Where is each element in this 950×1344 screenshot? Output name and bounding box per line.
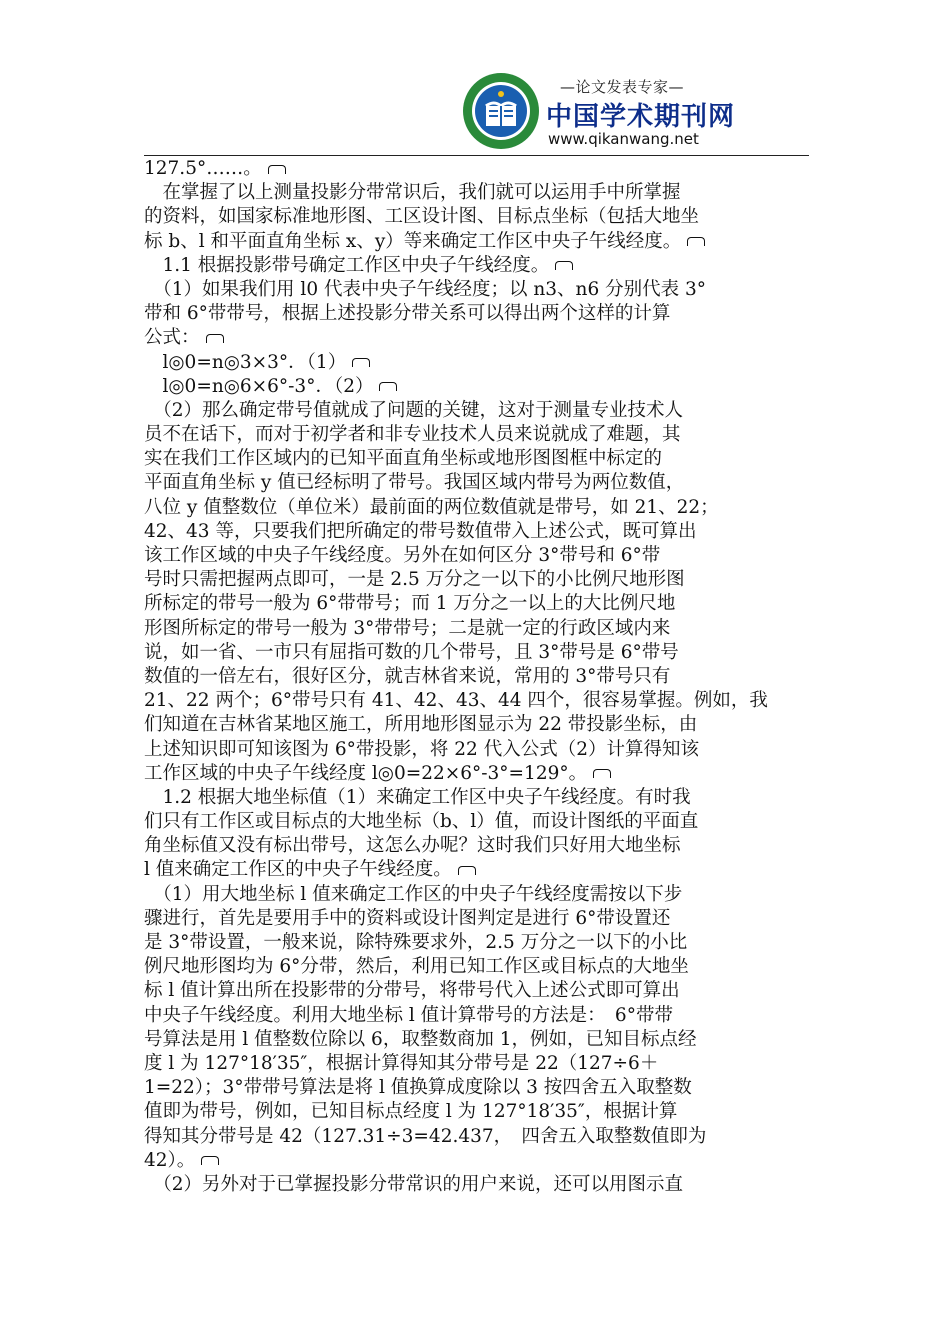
- text-line: [144, 278, 794, 302]
- text-line-content: 中央子午线经度。利用大地坐标 l 值计算带号的方法是： 6°带带: [144, 1004, 673, 1026]
- text-line: [144, 907, 794, 931]
- text-line: [144, 1149, 794, 1173]
- text-line: [144, 810, 794, 834]
- text-line-content: 所标定的带号一般为 6°带带号；而 1 万分之一以上的大比例尺地: [144, 593, 676, 615]
- text-line: [144, 375, 794, 399]
- text-line: [144, 230, 794, 254]
- text-line: [144, 157, 794, 181]
- text-line-content: l◎0=n◎6×6°-3°．（2）: [144, 375, 374, 397]
- text-line-content: （1）用大地坐标 l 值来确定工作区的中央子午线经度需按以下步: [144, 883, 683, 905]
- text-line-content: 实在我们工作区域内的已知平面直角坐标或地形图图框中标定的: [144, 448, 663, 470]
- text-line: [144, 205, 794, 229]
- text-line: [144, 351, 794, 375]
- text-line-content: 员不在话下，而对于初学者和非专业技术人员来说就成了难题，其: [144, 424, 681, 446]
- text-line: [144, 568, 794, 592]
- text-line-content: 标 l 值计算出所在投影带的分带号，将带号代入上述公式即可算出: [144, 980, 680, 1002]
- article-body: [144, 157, 794, 1197]
- text-line: [144, 181, 794, 205]
- text-line: [144, 471, 794, 495]
- text-line-content: 们只有工作区或目标点的大地坐标（b、l）值，而设计图纸的平面直: [144, 811, 699, 833]
- text-line: [144, 617, 794, 641]
- text-line-content: 在掌握了以上测量投影分带常识后，我们就可以运用手中所掌握: [144, 182, 681, 204]
- paragraph-mark-icon: [555, 261, 573, 270]
- paragraph-mark-icon: [687, 237, 705, 246]
- text-line-content: 的资料，如国家标准地形图、工区设计图、目标点坐标（包括大地坐: [144, 206, 700, 228]
- text-line: [144, 544, 794, 568]
- text-line-content: 骤进行，首先是要用手中的资料或设计图判定是进行 6°带设置还: [144, 907, 671, 929]
- paragraph-mark-icon: [379, 382, 397, 391]
- text-line: [144, 834, 794, 858]
- text-line-content: 值即为带号，例如，已知目标点经度 l 为 127°18′35″，根据计算: [144, 1101, 678, 1123]
- text-line: [144, 858, 794, 882]
- text-line-content: 1=22）；3°带带号算法是将 l 值换算成度除以 3 按四舍五入取整数: [144, 1077, 692, 1099]
- text-line-content: （2）那么确定带号值就成了问题的关键，这对于测量专业技术人: [144, 399, 684, 421]
- text-line: [144, 1076, 794, 1100]
- header-divider: [144, 155, 809, 156]
- text-line: [144, 883, 794, 907]
- text-line: [144, 399, 794, 423]
- text-line-content: 形图所标定的带号一般为 3°带带号；二是就一定的行政区域内来: [144, 617, 671, 639]
- text-line: [144, 665, 794, 689]
- text-line: [144, 302, 794, 326]
- logo-tagline: —论文发表专家—: [560, 78, 685, 96]
- text-line: [144, 520, 794, 544]
- text-line-content: 八位 y 值整数位（单位米）最前面的两位数值就是带号，如 21、22；: [144, 496, 719, 518]
- text-line: [144, 254, 794, 278]
- text-line-content: 平面直角坐标 y 值已经标明了带号。我国区域内带号为两位数值，: [144, 472, 685, 494]
- text-line: [144, 326, 794, 350]
- text-line-content: 1.2 根据大地坐标值（1）来确定工作区中央子午线经度。有时我: [144, 786, 691, 808]
- text-line-content: 21、22 两个；6°带号只有 41、42、43、44 四个，很容易掌握。例如，我: [144, 690, 768, 712]
- text-line-content: l◎0=n◎3×3°．（1）: [144, 351, 347, 373]
- text-line: [144, 689, 794, 713]
- text-line: [144, 1028, 794, 1052]
- text-line: [144, 713, 794, 737]
- text-line-content: 127.5°……。: [144, 158, 262, 179]
- paragraph-mark-icon: [268, 165, 286, 174]
- text-line-content: 42、43 等，只要我们把所确定的带号数值带入上述公式，既可算出: [144, 520, 697, 542]
- text-line-content: 号时只需把握两点即可，一是 2.5 万分之一以下的小比例尺地形图: [144, 569, 685, 591]
- text-line-content: 标 b、l 和平面直角坐标 x、y）等来确定工作区中央子午线经度。: [144, 230, 682, 252]
- paragraph-mark-icon: [458, 866, 476, 875]
- paragraph-mark-icon: [352, 358, 370, 367]
- text-line: [144, 931, 794, 955]
- text-line-content: 们知道在吉林省某地区施工，所用地形图显示为 22 带投影坐标，由: [144, 714, 698, 736]
- text-line-content: 度 l 为 127°18′35″，根据计算得知其分带号是 22（127÷6＋: [144, 1052, 659, 1074]
- text-line-content: 例尺地形图均为 6°分带，然后，利用已知工作区或目标点的大地坐: [144, 956, 689, 978]
- text-line: [144, 641, 794, 665]
- text-line: [144, 1100, 794, 1124]
- logo-site-name: 中国学术期刊网: [546, 102, 736, 132]
- text-line-content: 是 3°带设置，一般来说，除特殊要求外，2.5 万分之一以下的小比: [144, 932, 688, 953]
- logo-emblem-icon: [462, 72, 540, 150]
- text-line-content: 公式：: [144, 327, 200, 349]
- text-line: [144, 592, 794, 616]
- text-line: [144, 738, 794, 762]
- paragraph-mark-icon: [593, 769, 611, 778]
- text-line-content: 号算法是用 l 值整数位除以 6，取整数商加 1，例如，已知目标点经: [144, 1028, 697, 1050]
- site-header-logo: [462, 68, 802, 158]
- text-line: [144, 979, 794, 1003]
- text-line: [144, 1173, 794, 1197]
- text-line-content: 角坐标值又没有标出带号，这怎么办呢？这时我们只好用大地坐标: [144, 835, 681, 857]
- paragraph-mark-icon: [206, 334, 224, 343]
- text-line: [144, 955, 794, 979]
- text-line-content: 42）。: [144, 1149, 196, 1171]
- text-line: [144, 496, 794, 520]
- text-line-content: l 值来确定工作区的中央子午线经度。: [144, 859, 452, 881]
- logo-url[interactable]: www.qikanwang.net: [548, 130, 699, 148]
- text-line: [144, 762, 794, 786]
- text-line-content: （1）如果我们用 l0 代表中央子午线经度；以 n3、n6 分别代表 3°: [144, 278, 707, 300]
- text-line-content: 带和 6°带带号，根据上述投影分带关系可以得出两个这样的计算: [144, 303, 671, 325]
- text-line-content: 该工作区域的中央子午线经度。另外在如何区分 3°带号和 6°带: [144, 545, 661, 566]
- text-line: [144, 1004, 794, 1028]
- text-line-content: 数值的一倍左右，很好区分，就吉林省来说，常用的 3°带号只有: [144, 665, 671, 687]
- text-line-content: （2）另外对于已掌握投影分带常识的用户来说，还可以用图示直: [144, 1173, 684, 1195]
- text-line-content: 工作区域的中央子午线经度 l◎0=22×6°-3°=129°。: [144, 762, 588, 784]
- text-line: [144, 447, 794, 471]
- text-line-content: 得知其分带号是 42（127.31÷3=42.437， 四舍五入取整数值即为: [144, 1125, 707, 1147]
- text-line: [144, 1052, 794, 1076]
- paragraph-mark-icon: [201, 1156, 219, 1165]
- text-line: [144, 1125, 794, 1149]
- text-line: [144, 786, 794, 810]
- text-line-content: 说，如一省、一市只有屈指可数的几个带号，且 3°带号是 6°带号: [144, 641, 679, 663]
- text-line: [144, 423, 794, 447]
- text-line-content: 1.1 根据投影带号确定工作区中央子午线经度。: [144, 254, 550, 276]
- text-line-content: 上述知识即可知该图为 6°带投影，将 22 代入公式（2）计算得知该: [144, 738, 699, 760]
